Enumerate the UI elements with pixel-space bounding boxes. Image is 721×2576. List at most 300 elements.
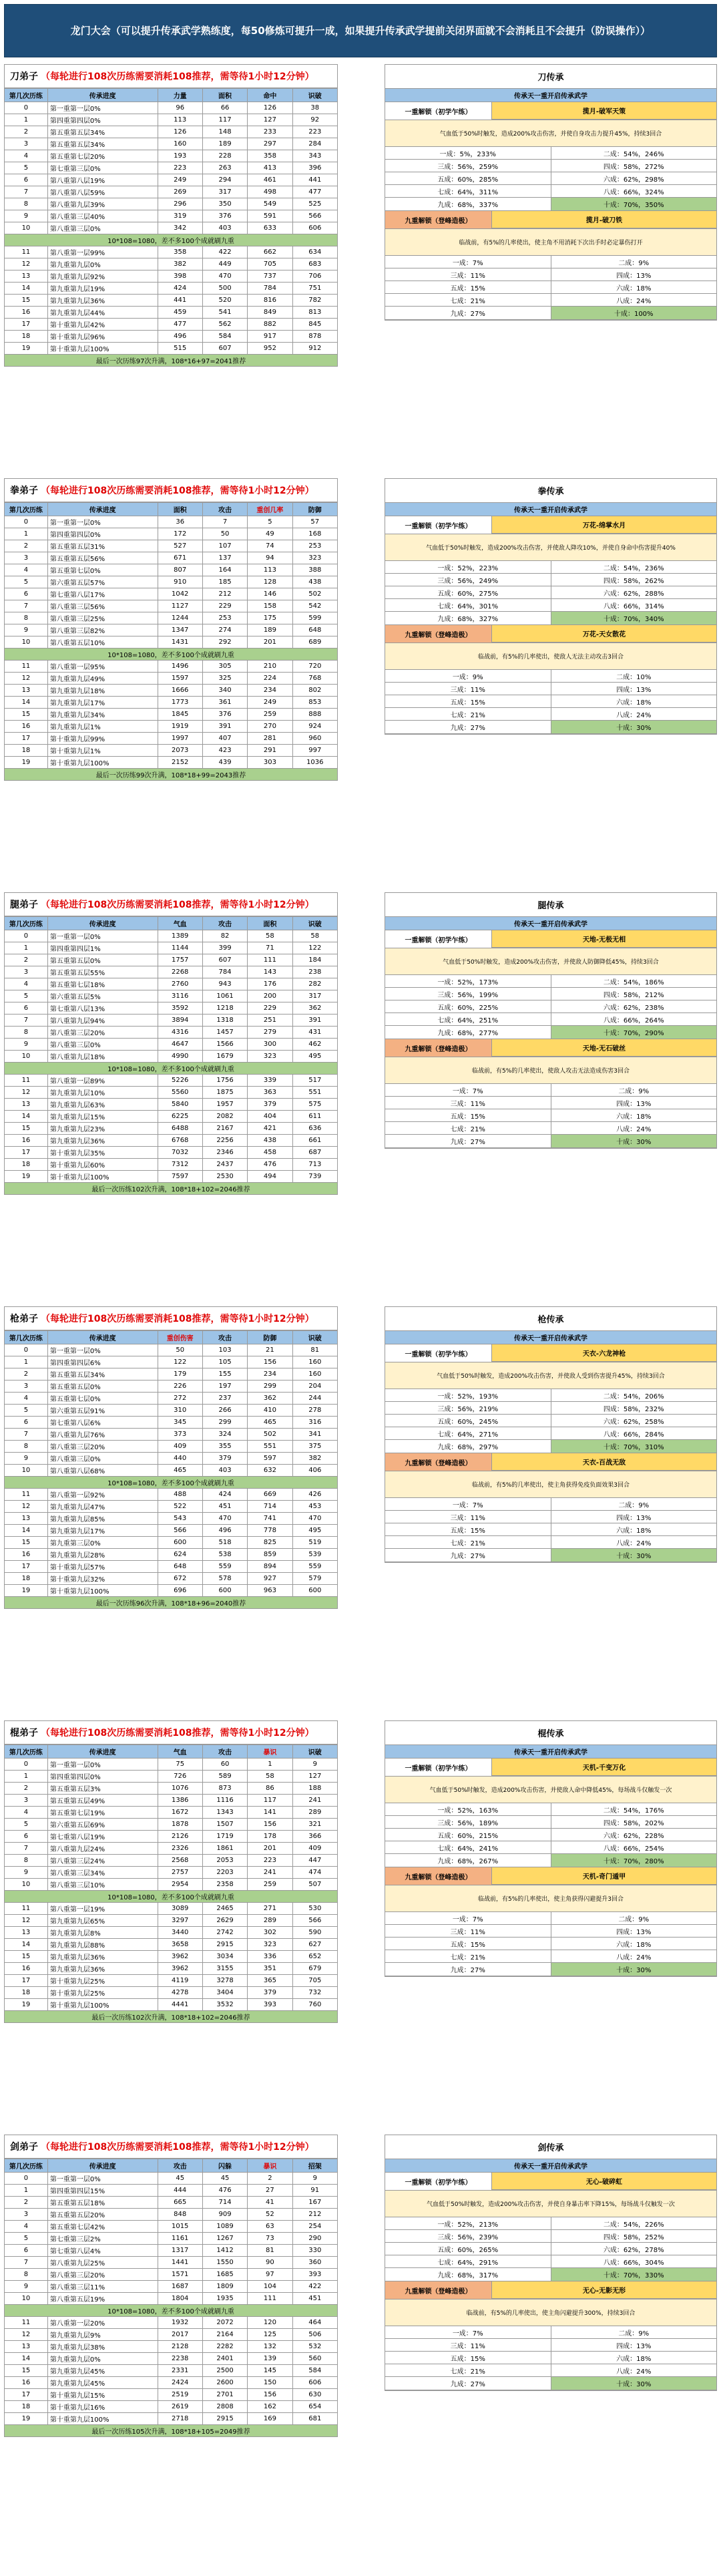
table-cell: 1457 — [202, 1027, 247, 1039]
table-cell: 第十重第九层16% — [47, 2401, 158, 2413]
table-cell: 654 — [292, 2401, 337, 2413]
table-cell: 444 — [158, 2185, 202, 2197]
table-cell: 3 — [5, 138, 48, 150]
table-cell: 845 — [292, 319, 337, 331]
table-cell: 1687 — [158, 2281, 202, 2293]
table-cell: 15 — [5, 1951, 48, 1963]
table-cell: 253 — [292, 540, 337, 552]
table-cell: 1042 — [158, 588, 202, 600]
table-header-cell: 第几次历练 — [5, 2159, 48, 2173]
table-cell: 第九重第九层49% — [47, 673, 158, 685]
level-cell: 四成：58%，262% — [603, 577, 664, 585]
table-cell: 1997 — [158, 733, 202, 745]
table-cell: 300 — [248, 1039, 292, 1051]
table-cell: 第四重第四层0% — [47, 528, 158, 540]
table-cell: 17 — [5, 733, 48, 745]
summary-row — [5, 769, 338, 781]
table-row — [5, 1795, 338, 1807]
level-cell: 三成：11% — [385, 1925, 551, 1937]
weapon-section — [0, 1306, 721, 1714]
table-row — [5, 2293, 338, 2305]
table-cell: 376 — [202, 210, 247, 222]
panel-subtitle: 传承天一重开启传承武学 — [385, 1331, 716, 1344]
table-cell: 212 — [202, 588, 247, 600]
table-cell: 741 — [248, 1513, 292, 1525]
level-cell: 十成：100% — [551, 307, 717, 319]
table-cell: 343 — [292, 150, 337, 162]
table-cell: 299 — [248, 1381, 292, 1393]
table-cell: 2808 — [202, 2401, 247, 2413]
table-cell: 406 — [292, 1465, 337, 1477]
table-cell: 17 — [5, 319, 48, 331]
table-cell: 第九重第九层88% — [47, 1939, 158, 1951]
skill-body — [492, 516, 716, 534]
table-cell: 274 — [202, 624, 247, 636]
table-cell: 第四重第四层0% — [47, 1771, 158, 1783]
table-row — [5, 2353, 338, 2365]
table-cell: 3532 — [202, 1999, 247, 2011]
table-row — [5, 624, 338, 636]
table-cell: 第十重第九层42% — [47, 319, 158, 331]
skill-name: 天衣-六龙神枪 — [492, 1344, 716, 1362]
level-cell: 八成：66%，314% — [603, 602, 664, 610]
table-cell: 410 — [248, 1405, 292, 1417]
table-cell: 第八重第一层19% — [47, 1903, 158, 1915]
table-cell: 172 — [158, 528, 202, 540]
table-cell: 1597 — [158, 673, 202, 685]
table-header-cell: 面积 — [158, 503, 202, 516]
table-cell: 18 — [5, 1159, 48, 1171]
table-cell: 6488 — [158, 1123, 202, 1135]
table-cell: 52 — [248, 2209, 292, 2221]
table-cell: 496 — [158, 331, 202, 343]
table-row — [5, 588, 338, 600]
skill-name: 无心-无影无形 — [492, 2281, 716, 2299]
table-cell: 404 — [248, 1111, 292, 1123]
table-cell: 2401 — [202, 2353, 247, 2365]
table-cell: 477 — [292, 186, 337, 198]
table-cell: 12 — [5, 2329, 48, 2341]
table-cell: 156 — [248, 2389, 292, 2401]
table-cell: 第五重第五层20% — [47, 2209, 158, 2221]
table-cell: 687 — [292, 1147, 337, 1159]
table-row — [5, 222, 338, 234]
table-cell: 813 — [292, 307, 337, 319]
panel-subtitle: 传承天一重开启传承武学 — [385, 917, 716, 930]
table-cell: 184 — [292, 954, 337, 966]
table-cell: 597 — [248, 1453, 292, 1465]
table-row — [5, 2317, 338, 2329]
level-row — [385, 268, 716, 281]
table-cell: 2331 — [158, 2365, 202, 2377]
level-row — [385, 695, 716, 708]
table-cell: 1076 — [158, 1783, 202, 1795]
level-cell: 三成：11% — [385, 268, 551, 281]
table-cell: 441 — [292, 174, 337, 186]
skill-description: 临战前，有5%的几率使出，使敌人无法主动攻击3回合 — [385, 643, 716, 670]
table-cell: 360 — [292, 2257, 337, 2269]
level-row — [385, 147, 716, 160]
level-cell: 二成：54%，176% — [603, 1807, 664, 1815]
table-cell: 第五重第五层34% — [47, 138, 158, 150]
table-cell: 16 — [5, 1135, 48, 1147]
milestone-cell: 10*108=1080，差不多100个成就刷九重 — [5, 1891, 338, 1903]
table-cell: 737 — [248, 270, 292, 283]
table-header-row — [5, 1331, 338, 1344]
table-row — [5, 1405, 338, 1417]
level-cell: 八成：66%，264% — [603, 1017, 664, 1025]
level-cell: 四成：58%，202% — [603, 1819, 664, 1827]
level-cell: 一成：7% — [385, 256, 551, 268]
table-header-row — [5, 1745, 338, 1759]
table-cell: 506 — [292, 2329, 337, 2341]
table-cell: 0 — [5, 930, 48, 942]
table-cell: 12 — [5, 673, 48, 685]
table-cell: 97 — [248, 2269, 292, 2281]
level-cell: 九成：27% — [385, 721, 551, 733]
table-cell: 233 — [248, 126, 292, 138]
table-cell: 145 — [248, 2365, 292, 2377]
table-cell: 12 — [5, 1501, 48, 1513]
table-header-cell: 防御 — [248, 1331, 292, 1344]
level-cell: 三成：56%，219% — [385, 1402, 551, 1414]
level-grid — [385, 2326, 716, 2390]
table-cell: 302 — [248, 1927, 292, 1939]
level-cell: 五成：60%，225% — [385, 1000, 551, 1013]
table-cell: 10 — [5, 2293, 48, 2305]
table-cell: 第八重第八层59% — [47, 186, 158, 198]
table-cell: 254 — [292, 2221, 337, 2233]
level-row — [385, 185, 716, 198]
level-cell: 六成：62%，228% — [603, 1832, 664, 1840]
table-cell: 第五重第七层42% — [47, 2221, 158, 2233]
level-row — [385, 1498, 716, 1511]
table-cell: 第九重第九层63% — [47, 1099, 158, 1111]
table-cell: 2 — [5, 126, 48, 138]
table-cell: 第八重第一层99% — [47, 246, 158, 258]
level-cell: 六成：62%，298% — [603, 176, 664, 184]
level-cell: 五成：15% — [385, 281, 551, 293]
level-cell: 九成：68%，267% — [385, 1854, 551, 1867]
table-cell: 294 — [202, 174, 247, 186]
table-cell: 第十重第九层100% — [47, 343, 158, 355]
table-cell: 249 — [158, 174, 202, 186]
table-cell: 1431 — [158, 636, 202, 649]
table-cell: 7 — [5, 1843, 48, 1855]
table-cell: 726 — [158, 1771, 202, 1783]
table-cell: 6 — [5, 1417, 48, 1429]
table-cell: 2619 — [158, 2401, 202, 2413]
table-row — [5, 1381, 338, 1393]
table-cell: 379 — [202, 1453, 247, 1465]
table-row — [5, 1015, 338, 1027]
table-cell: 10 — [5, 636, 48, 649]
table-cell: 251 — [248, 1015, 292, 1027]
level-row — [385, 172, 716, 185]
table-cell: 3297 — [158, 1915, 202, 1927]
unlock-label: 九重解锁（登峰造极） — [385, 1453, 492, 1471]
table-cell: 10 — [5, 1879, 48, 1891]
table-row — [5, 1819, 338, 1831]
weapon-section — [0, 2135, 721, 2542]
weapon-section — [0, 1720, 721, 2128]
table-cell: 4316 — [158, 1027, 202, 1039]
table-cell: 第十重第九层35% — [47, 1147, 158, 1159]
table-cell: 1672 — [158, 1807, 202, 1819]
section-note: （每轮进行108次历练需要消耗108推荐，需等待1小时12分钟） — [41, 71, 314, 82]
level-cell: 二成：54%，206% — [603, 1393, 664, 1401]
summary-row — [5, 1183, 338, 1195]
table-cell: 4278 — [158, 1987, 202, 1999]
table-cell: 14 — [5, 1525, 48, 1537]
table-header-cell: 气血 — [158, 1745, 202, 1759]
table-row — [5, 1135, 338, 1147]
table-cell: 第九重第九层28% — [47, 1549, 158, 1561]
table-cell: 第五重第七层0% — [47, 564, 158, 576]
table-cell: 3 — [5, 1381, 48, 1393]
table-cell: 1 — [5, 942, 48, 954]
table-cell: 9 — [292, 1759, 337, 1771]
table-cell: 662 — [248, 246, 292, 258]
level-row — [385, 1816, 716, 1829]
table-cell: 474 — [292, 1867, 337, 1879]
level-row — [385, 281, 716, 294]
level-cell: 九成：27% — [385, 1549, 551, 1561]
table-row — [5, 1951, 338, 1963]
table-cell: 15 — [5, 2365, 48, 2377]
section-note: （每轮进行108次历练需要消耗108推荐，需等待1小时12分钟） — [41, 1728, 314, 1738]
table-cell: 2017 — [158, 2329, 202, 2341]
table-cell: 461 — [248, 174, 292, 186]
table-cell: 第九重第三层0% — [47, 1537, 158, 1549]
table-cell: 630 — [292, 2389, 337, 2401]
table-cell: 111 — [248, 954, 292, 966]
progress-table — [4, 502, 338, 781]
table-cell: 15 — [5, 1537, 48, 1549]
level-cell: 十成：70%，330% — [551, 2268, 717, 2281]
table-cell: 2072 — [202, 2317, 247, 2329]
table-cell: 1861 — [202, 1843, 247, 1855]
level-cell: 十成：30% — [551, 1135, 717, 1147]
level-row — [385, 1415, 716, 1427]
skill-name: 万花-绵掌水月 — [492, 516, 716, 534]
section-name: 刀弟子 — [10, 71, 38, 82]
level-row — [385, 2364, 716, 2377]
table-cell: 1441 — [158, 2257, 202, 2269]
table-cell: 155 — [202, 1368, 247, 1381]
level-row — [385, 2377, 716, 2390]
skill-description: 气血低于50%时触发，造成200%攻击伤害，并使敌人受到伤害提升45%，持续3回合 — [385, 1362, 716, 1389]
level-cell: 八成：24% — [616, 2368, 652, 2376]
table-cell: 393 — [248, 1999, 292, 2011]
table-cell: 2268 — [158, 966, 202, 978]
level-cell: 三成：56%，189% — [385, 1816, 551, 1828]
table-cell: 3658 — [158, 1939, 202, 1951]
level-cell: 四成：13% — [616, 1100, 652, 1108]
table-cell: 1 — [5, 2185, 48, 2197]
table-cell: 2 — [5, 2197, 48, 2209]
level-cell: 一成：52%，213% — [385, 2217, 551, 2229]
table-cell: 第五重第五层56% — [47, 552, 158, 564]
table-cell: 2082 — [202, 1111, 247, 1123]
table-cell: 1935 — [202, 2293, 247, 2305]
table-cell: 167 — [292, 2197, 337, 2209]
table-cell: 253 — [202, 612, 247, 624]
table-cell: 12 — [5, 1915, 48, 1927]
table-cell: 第十重第九层100% — [47, 757, 158, 769]
table-cell: 1267 — [202, 2233, 247, 2245]
table-cell: 86 — [248, 1783, 292, 1795]
level-row — [385, 2255, 716, 2268]
table-cell: 18 — [5, 2401, 48, 2413]
table-cell: 第七重第三层0% — [47, 162, 158, 174]
table-cell: 403 — [202, 1465, 247, 1477]
table-cell: 13 — [5, 1927, 48, 1939]
table-cell: 375 — [292, 1441, 337, 1453]
table-cell: 543 — [158, 1513, 202, 1525]
table-cell: 228 — [202, 150, 247, 162]
table-cell: 807 — [158, 564, 202, 576]
table-cell: 3 — [5, 966, 48, 978]
table-cell: 第八重第三层25% — [47, 612, 158, 624]
table-cell: 127 — [248, 114, 292, 126]
level-cell: 三成：56%，259% — [385, 160, 551, 172]
table-row — [5, 1441, 338, 1453]
level-cell: 六成：62%，278% — [603, 2246, 664, 2254]
table-cell: 16 — [5, 307, 48, 319]
level-cell: 五成：15% — [385, 1109, 551, 1121]
table-cell: 73 — [248, 2233, 292, 2245]
level-row — [385, 1440, 716, 1453]
table-cell: 894 — [248, 1561, 292, 1573]
table-row — [5, 2173, 338, 2185]
table-cell: 279 — [248, 1027, 292, 1039]
table-row — [5, 295, 338, 307]
section-name: 腿弟子 — [10, 900, 38, 910]
table-cell: 第八重第九层94% — [47, 1015, 158, 1027]
skill-body — [492, 625, 716, 642]
table-cell: 178 — [248, 1831, 292, 1843]
milestone-row — [5, 1477, 338, 1489]
level-cell: 九成：27% — [385, 2377, 551, 2390]
table-cell: 336 — [248, 1951, 292, 1963]
level-grid — [385, 1803, 716, 1867]
table-cell: 316 — [292, 1417, 337, 1429]
table-cell: 第四重第四层15% — [47, 2185, 158, 2197]
table-cell: 2 — [5, 1368, 48, 1381]
table-row — [5, 516, 338, 528]
level-row — [385, 1511, 716, 1523]
table-cell: 8 — [5, 2269, 48, 2281]
table-cell: 0 — [5, 2173, 48, 2185]
level-cell: 五成：15% — [385, 695, 551, 707]
level-row — [385, 1803, 716, 1816]
table-cell: 5 — [5, 162, 48, 174]
table-cell: 81 — [292, 1344, 337, 1356]
table-cell: 7032 — [158, 1147, 202, 1159]
level-cell: 七成：64%，251% — [385, 1013, 551, 1025]
table-cell: 189 — [202, 138, 247, 150]
level-cell: 一成：52%，163% — [385, 1803, 551, 1815]
level-row — [385, 1000, 716, 1013]
skill-body — [492, 930, 716, 948]
table-cell: 6 — [5, 1002, 48, 1015]
level-row — [385, 721, 716, 733]
level-cell: 三成：11% — [385, 683, 551, 695]
level-cell: 七成：21% — [385, 1950, 551, 1962]
table-cell: 409 — [292, 1843, 337, 1855]
table-cell: 997 — [292, 745, 337, 757]
inheritance-panel — [385, 1306, 717, 1563]
table-cell: 234 — [248, 1368, 292, 1381]
level-row — [385, 1402, 716, 1415]
table-cell: 210 — [248, 661, 292, 673]
table-row — [5, 1344, 338, 1356]
table-row — [5, 2281, 338, 2293]
level-cell: 五成：15% — [385, 1523, 551, 1535]
table-cell: 第八重第三层0% — [47, 1453, 158, 1465]
table-cell: 第八重第三层34% — [47, 1867, 158, 1879]
table-cell: 第五重第五层3% — [47, 1783, 158, 1795]
table-cell: 4990 — [158, 1051, 202, 1063]
table-row — [5, 1561, 338, 1573]
table-cell: 126 — [248, 102, 292, 114]
skill-description: 临战前，有5%的几率使出，使主角闪避提升300%，持续3回合 — [385, 2299, 716, 2326]
level-cell: 二成：9% — [618, 1501, 650, 1509]
table-cell: 2519 — [158, 2389, 202, 2401]
table-cell: 第八重第三层20% — [47, 1027, 158, 1039]
section-title — [4, 892, 338, 916]
table-cell: 1757 — [158, 954, 202, 966]
table-cell: 第四重第四层0% — [47, 114, 158, 126]
section-name: 剑弟子 — [10, 2142, 38, 2153]
level-cell: 七成：21% — [385, 2364, 551, 2376]
table-cell: 158 — [248, 600, 292, 612]
table-cell: 2053 — [202, 1855, 247, 1867]
level-cell: 八成：66%，304% — [603, 2259, 664, 2267]
level-cell: 五成：60%，245% — [385, 1415, 551, 1427]
table-cell: 3 — [5, 2209, 48, 2221]
table-cell: 6 — [5, 1831, 48, 1843]
panel-title: 剑传承 — [385, 2135, 716, 2159]
table-row — [5, 1002, 338, 1015]
table-cell: 第四重第四层1% — [47, 942, 158, 954]
table-cell: 19 — [5, 2413, 48, 2425]
table-cell: 7 — [5, 186, 48, 198]
section-name: 枪弟子 — [10, 1314, 38, 1324]
panel-subtitle: 传承天一重开启传承武学 — [385, 89, 716, 102]
level-row — [385, 1523, 716, 1536]
table-cell: 11 — [5, 1489, 48, 1501]
table-cell: 第一重第一层0% — [47, 516, 158, 528]
table-cell: 1015 — [158, 2221, 202, 2233]
skill-name: 无心-破碎虹 — [492, 2173, 716, 2190]
table-cell: 57 — [292, 516, 337, 528]
level-row — [385, 160, 716, 172]
level-row — [385, 1427, 716, 1440]
table-cell: 559 — [292, 1561, 337, 1573]
table-cell: 361 — [202, 697, 247, 709]
summary-cell: 最后一次历练97次升满，108*16+97=2041推荐 — [5, 355, 338, 367]
level-row — [385, 1912, 716, 1925]
table-row — [5, 576, 338, 588]
level-cell: 一成：7% — [385, 1912, 551, 1924]
skill-block — [385, 1039, 716, 1057]
table-header-cell: 力量 — [158, 89, 202, 102]
table-cell: 259 — [248, 1879, 292, 1891]
table-cell: 1244 — [158, 612, 202, 624]
table-cell: 507 — [292, 1879, 337, 1891]
